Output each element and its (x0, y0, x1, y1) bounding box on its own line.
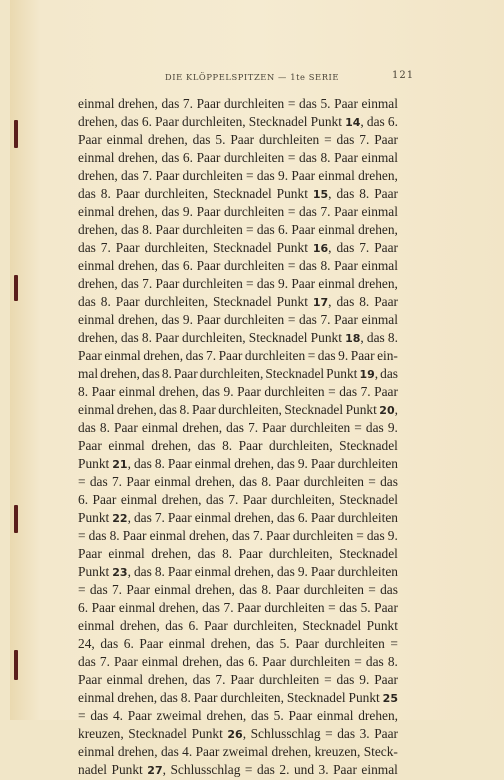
text-line: Punkt 22, das 7. Paar einmal drehen, das 6. Paar durchleiten (78, 510, 398, 525)
text-line: einmal drehen, das 4. Paar zweimal drehen, kreuzen, Steck- (78, 744, 398, 759)
text-line: kreuzen, Stecknadel Punkt 26, Schlusschlag = das 3. Paar (78, 726, 398, 741)
binding-mark (14, 650, 18, 680)
text-line: einmal drehen, das 9. Paar durchleiten = das 7. Paar einmal (78, 312, 398, 327)
text-line: 8. Paar einmal drehen, das 9. Paar durchleiten = das 7. Paar (78, 384, 398, 399)
text-line: einmal drehen, das 9. Paar durchleiten = das 7. Paar einmal (78, 204, 398, 219)
text-line: Punkt 21, das 8. Paar einmal drehen, das 9. Paar durchleiten (78, 456, 398, 471)
running-header: DIE KLÖPPELSPITZEN — 1te SERIE (165, 72, 340, 82)
text-line: mal drehen, das 8. Paar durchleiten, Stecknadel Punkt 19, das (78, 366, 398, 381)
text-line: das 8. Paar durchleiten, Stecknadel Punkt 17, das 8. Paar (78, 294, 398, 309)
text-line: Paar einmal drehen, das 5. Paar durchleiten = das 7. Paar (78, 132, 398, 147)
binding-mark (14, 275, 18, 301)
text-line: = das 8. Paar einmal drehen, das 7. Paar durchleiten = das 9. (78, 528, 398, 543)
text-line: 24, das 6. Paar einmal drehen, das 5. Paar durchleiten = (78, 636, 398, 651)
text-line: das 8. Paar einmal drehen, das 7. Paar durchleiten = das 9. (78, 420, 398, 435)
text-line: Paar einmal drehen, das 8. Paar durchleiten, Stecknadel (78, 546, 398, 561)
text-line: Paar einmal drehen, das 7. Paar durchleiten = das 9. Paar ein- (78, 348, 398, 363)
text-line: drehen, das 7. Paar durchleiten = das 9. Paar einmal drehen, (78, 168, 398, 183)
body-text (78, 95, 398, 779)
text-line: drehen, das 8. Paar durchleiten = das 6. Paar einmal drehen, (78, 222, 398, 237)
text-line: 6. Paar einmal drehen, das 7. Paar durchleiten = das 5. Paar (78, 600, 398, 615)
binding-mark (14, 120, 18, 148)
text-line: Paar einmal drehen, das 8. Paar durchleiten, Stecknadel (78, 438, 398, 453)
text-line: das 7. Paar einmal drehen, das 6. Paar durchleiten = das 8. (78, 654, 398, 669)
text-line: Paar einmal drehen, das 7. Paar durchleiten = das 9. Paar (78, 672, 398, 687)
text-line: drehen, das 8. Paar durchleiten, Stecknadel Punkt 18, das 8. (78, 330, 398, 345)
text-line: einmal drehen, das 6. Paar durchleiten, Stecknadel Punkt (78, 618, 398, 633)
text-line: nadel Punkt 27, Schlusschlag = das 2. und 3. Paar einmal (78, 762, 398, 777)
text-line: = das 4. Paar zweimal drehen, das 5. Paar einmal drehen, (78, 708, 398, 723)
text-line: = das 7. Paar einmal drehen, das 8. Paar durchleiten = das (78, 474, 398, 489)
text-line: drehen, das 6. Paar durchleiten, Stecknadel Punkt 14, das 6. (78, 114, 398, 129)
text-line: einmal drehen, das 6. Paar durchleiten = das 8. Paar einmal (78, 258, 398, 273)
text-line: = das 7. Paar einmal drehen, das 8. Paar durchleiten = das (78, 582, 398, 597)
text-line: Punkt 23, das 8. Paar einmal drehen, das 9. Paar durchleiten (78, 564, 398, 579)
text-line: 6. Paar einmal drehen, das 7. Paar durchleiten, Stecknadel (78, 492, 398, 507)
text-line: einmal drehen, das 8. Paar durchleiten, Stecknadel Punkt 20, (78, 402, 398, 417)
text-line: drehen, das 7. Paar durchleiten = das 9. Paar einmal drehen, (78, 276, 398, 291)
page-number: 121 (392, 70, 415, 81)
text-line: das 7. Paar durchleiten, Stecknadel Punkt 16, das 7. Paar (78, 240, 398, 255)
text-line: das 8. Paar durchleiten, Stecknadel Punkt 15, das 8. Paar (78, 186, 398, 201)
binding-mark (14, 505, 18, 533)
text-line: einmal drehen, das 7. Paar durchleiten = das 5. Paar einmal (78, 96, 398, 111)
text-line: einmal drehen, das 8. Paar durchleiten, Stecknadel Punkt 25 (78, 690, 398, 705)
text-line: einmal drehen, das 6. Paar durchleiten = das 8. Paar einmal (78, 150, 398, 165)
